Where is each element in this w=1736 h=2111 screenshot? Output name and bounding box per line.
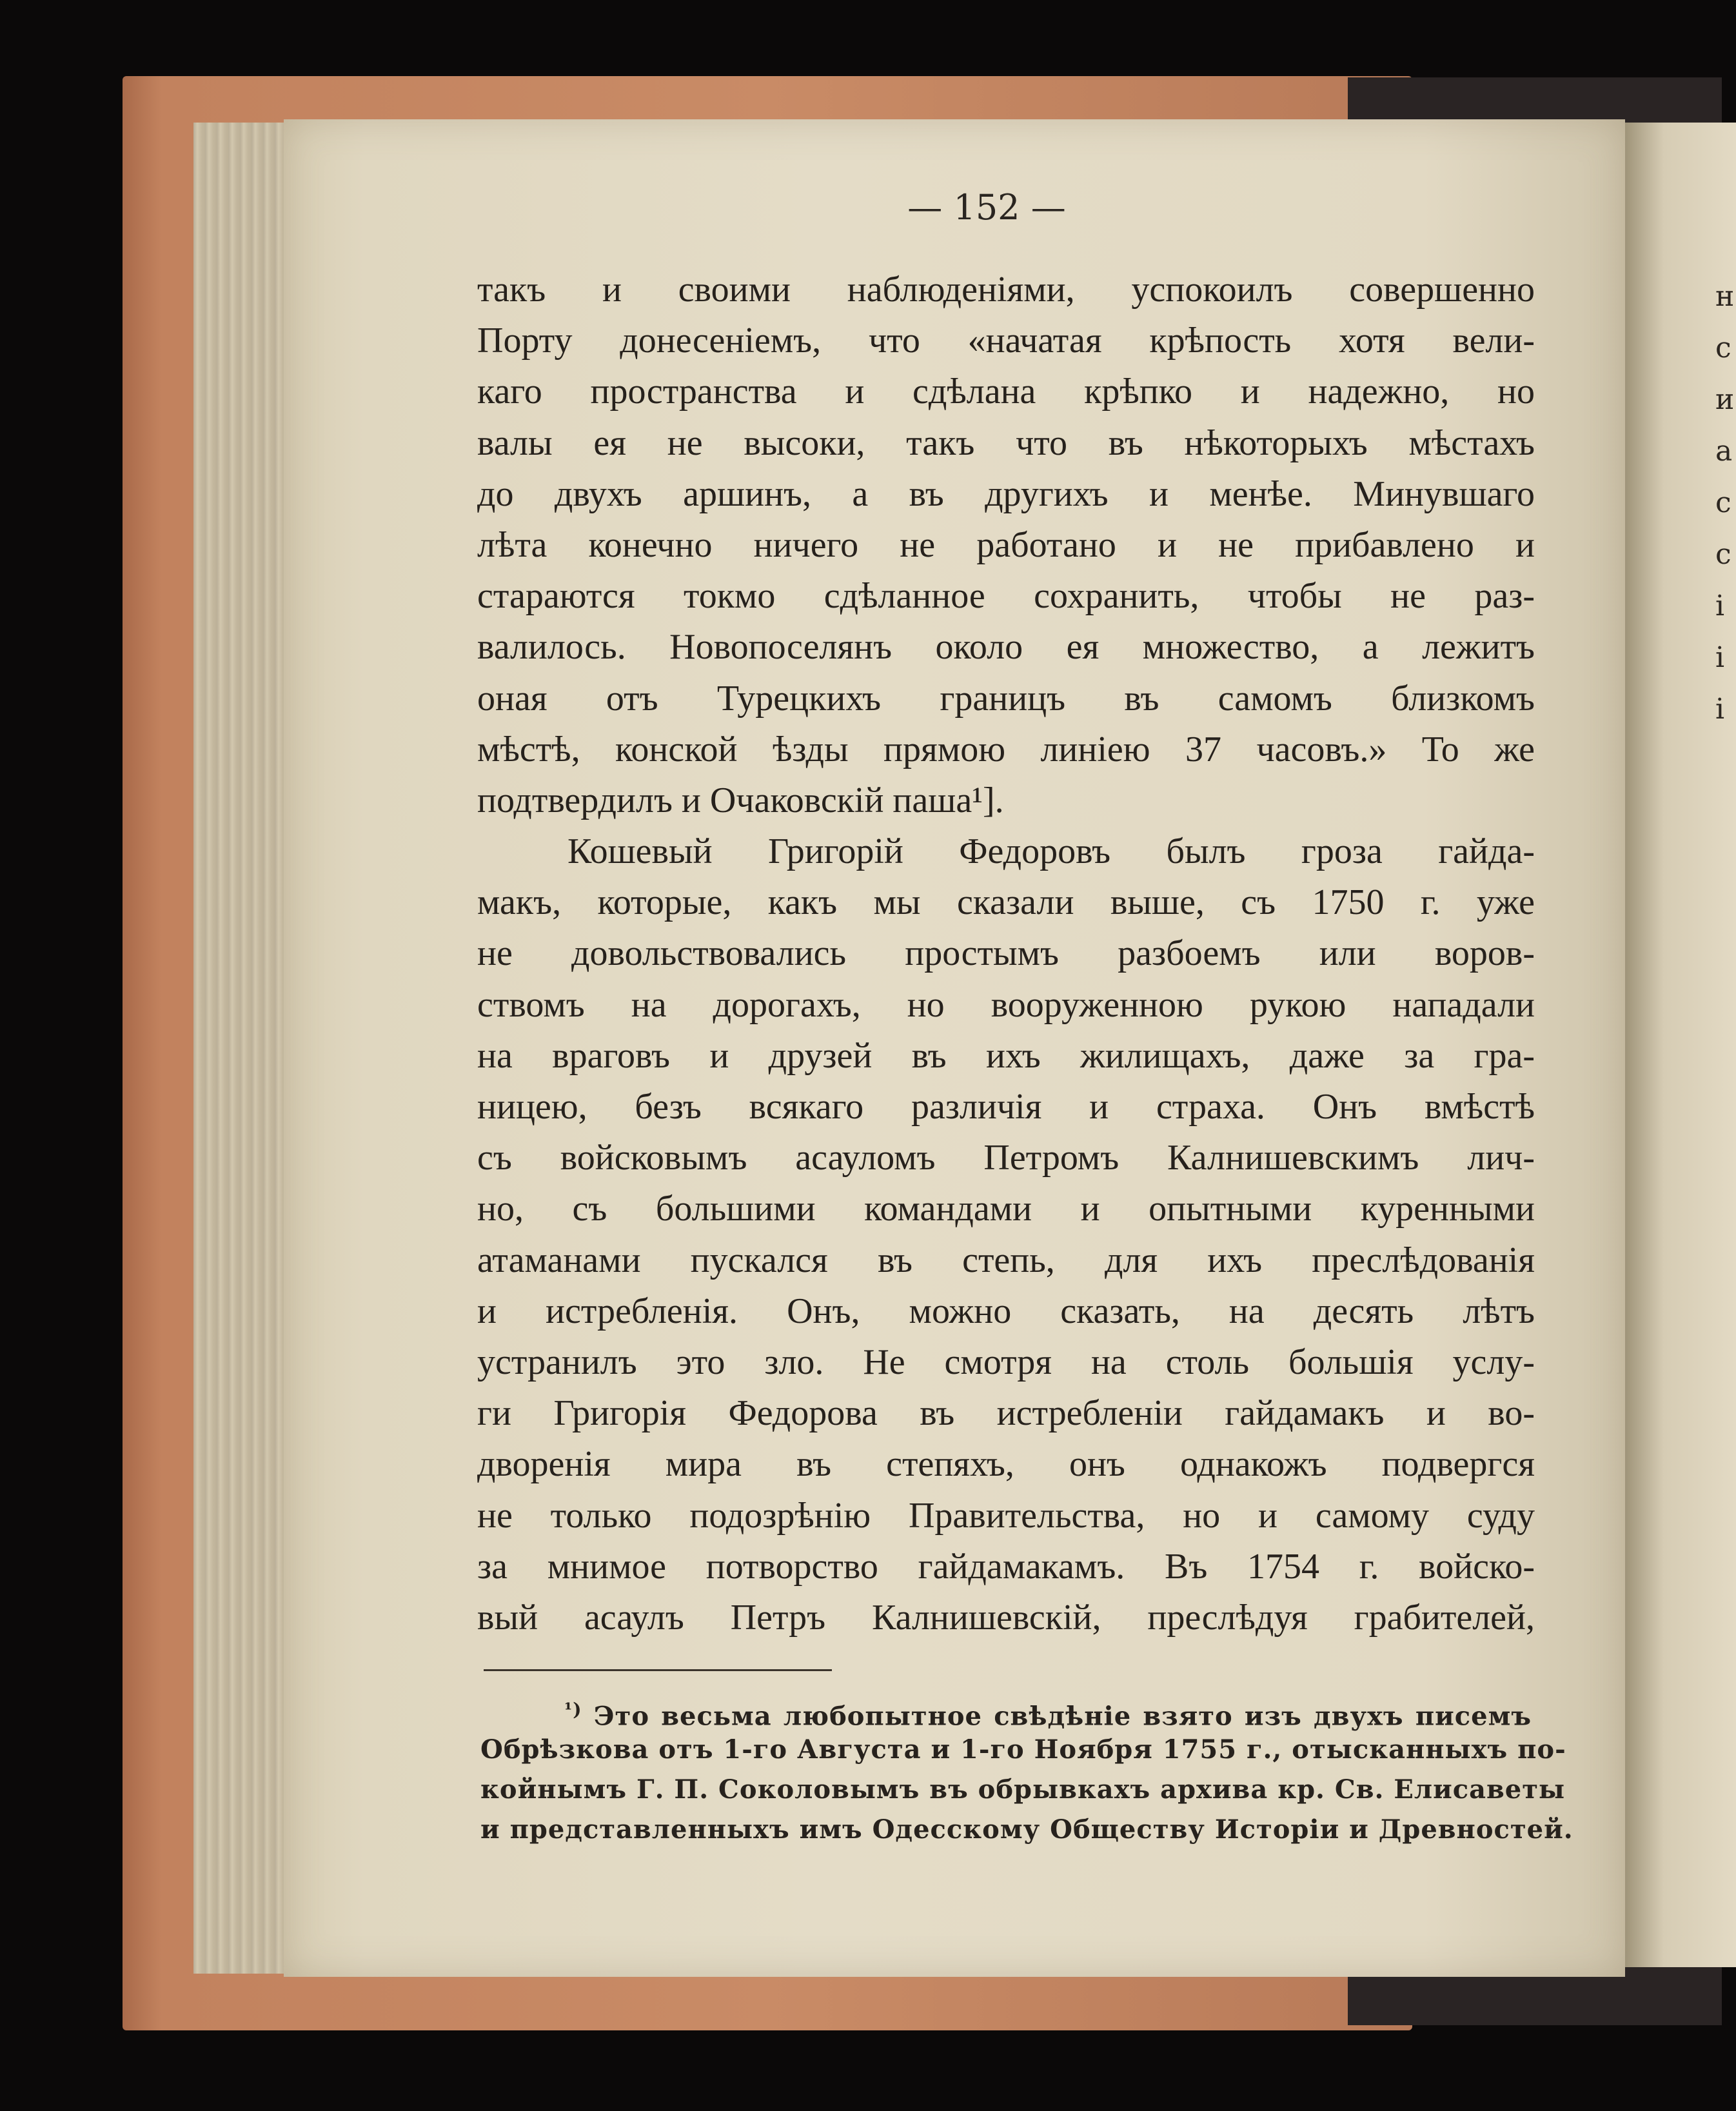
text-line: съ войсковымъ асауломъ Петромъ Калнишевскимъ лич- xyxy=(477,1138,1535,1178)
footnote-divider xyxy=(484,1669,832,1671)
text-line: оная отъ Турецкихъ границъ въ самомъ близкомъ xyxy=(477,678,1535,719)
text-line: Кошевый Григорiй Федоровъ былъ гроза гайда- xyxy=(567,831,1535,872)
footnote-line: койнымъ Г. П. Соколовымъ въ обрывкахъ архива кр. Св. Елисаветы xyxy=(480,1774,1566,1805)
text-line: валилось. Новопоселянъ около ея множество, а лежитъ xyxy=(477,627,1535,668)
text-line: каго пространства и сдѣлана крѣпко и надежно, но xyxy=(477,372,1535,412)
facing-letter: и xyxy=(1715,383,1735,416)
text-line: валы ея не высоки, такъ что въ нѣкоторыхъ мѣстахъ xyxy=(477,422,1535,463)
text-line: ги Григорiя Федорова въ истребленiи гайдамакъ и во- xyxy=(477,1393,1535,1434)
text-line: ницею, безъ всякаго различiя и страха. Онъ вмѣстѣ xyxy=(477,1087,1535,1127)
page-number: — 152 — xyxy=(907,187,1066,228)
facing-letter: і xyxy=(1715,693,1725,726)
text-line: подтвердилъ и Очаковскiй паша¹]. xyxy=(477,780,1004,820)
text-line: такъ и своими наблюденiями, успокоилъ совершенно xyxy=(477,270,1535,310)
facing-page-letters xyxy=(1715,271,1736,735)
facing-letter: с xyxy=(1715,538,1731,571)
text-line: за мнимое потворство гайдамакамъ. Въ 1754 г. войско- xyxy=(477,1546,1535,1587)
text-line: мѣстѣ, конской ѣзды прямою линiею 37 часовъ.» То же xyxy=(477,729,1535,769)
body-text xyxy=(477,264,1535,1643)
text-line: не довольствовались простымъ разбоемъ или воров- xyxy=(477,933,1535,974)
text-line: Порту донесенiемъ, что «начатая крѣпость хотя вели- xyxy=(477,321,1535,361)
text-line: не только подозрѣнiю Правительства, но и самому суду xyxy=(477,1495,1535,1536)
text-line: на враговъ и друзей въ ихъ жилищахъ, даже за гра- xyxy=(477,1035,1535,1076)
facing-letter: і xyxy=(1715,590,1725,622)
facing-letter: с xyxy=(1715,332,1731,364)
facing-letter: і xyxy=(1715,641,1725,674)
footnote-line-text: Это весьма любопытное свѣдѣнiе взято изъ двухъ писемъ xyxy=(593,1701,1532,1732)
footnote-line xyxy=(480,1690,1532,1730)
footnote-marker: ¹) xyxy=(564,1699,582,1720)
facing-letter: н xyxy=(1715,280,1735,313)
footnote-line: и представленныхъ имъ Одесскому Обществу Исторiи и Древностей. xyxy=(480,1814,1573,1845)
facing-letter: с xyxy=(1715,486,1731,519)
text-line: дворенiя мира въ степяхъ, онъ однакожъ подвергся xyxy=(477,1444,1535,1485)
text-line: ствомъ на дорогахъ, но вооруженною рукою нападали xyxy=(477,984,1535,1025)
text-line: макъ, которые, какъ мы сказали выше, съ 1750 г. уже xyxy=(477,882,1535,923)
text-line: до двухъ аршинъ, а въ другихъ и менѣе. Минувшаго xyxy=(477,473,1535,514)
text-line: устранилъ это зло. Не смотря на столь большiя услу- xyxy=(477,1342,1535,1382)
text-line: вый асаулъ Петръ Калнишевскiй, преслѣдуя грабителей, xyxy=(477,1597,1535,1638)
text-line: и истребленiя. Онъ, можно сказать, на десять лѣтъ xyxy=(477,1291,1535,1331)
footnote-line: Обрѣзкова отъ 1-го Августа и 1-го Ноября 1755 г., отысканныхъ по- xyxy=(480,1734,1566,1765)
text-line: но, съ большими командами и опытными куренными xyxy=(477,1189,1535,1229)
text-line: стараются токмо сдѣланное сохранить, чтобы не раз- xyxy=(477,576,1535,617)
text-line: атаманами пускался въ степь, для ихъ преслѣдованiя xyxy=(477,1240,1535,1280)
footnote xyxy=(480,1690,1573,1850)
facing-letter: а xyxy=(1715,435,1733,468)
text-line: лѣта конечно ничего не работано и не прибавлено и xyxy=(477,524,1535,565)
